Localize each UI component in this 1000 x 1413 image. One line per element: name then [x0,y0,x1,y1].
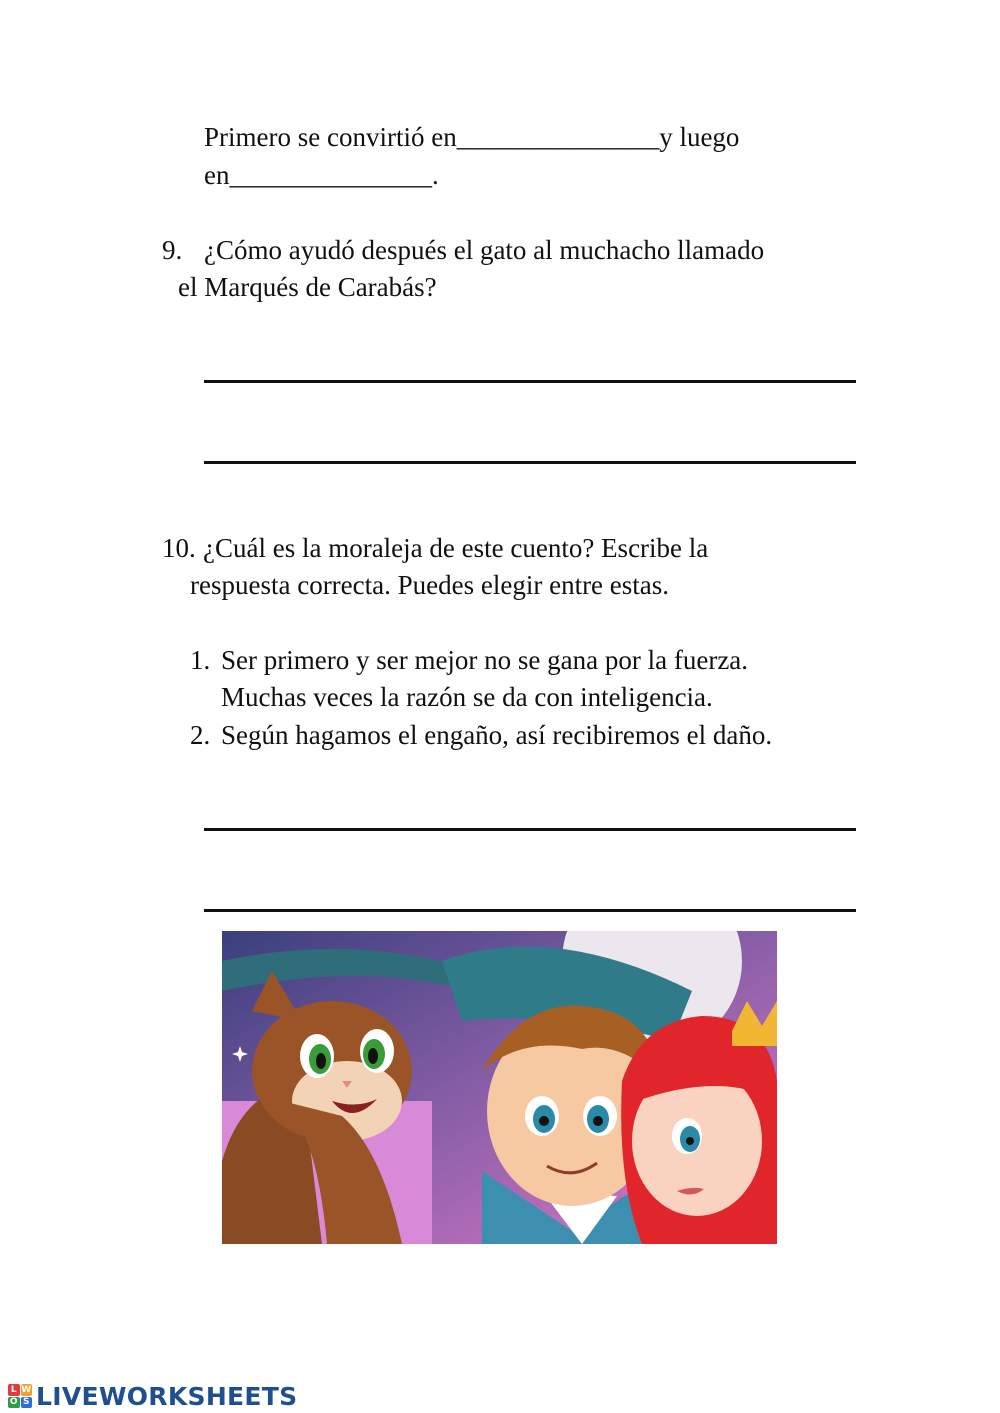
q9-question-line-1: ¿Cómo ayudó después el gato al muchacho llamado [204,235,765,265]
q9-answer-line-2[interactable] [204,461,856,464]
q10-question-line-1: ¿Cuál es la moraleja de este cuento? Escribe la [203,533,709,563]
liveworksheets-logo-icon [8,1384,32,1408]
q10-option-1-line-2: Muchas veces la razón se da con inteligencia. [221,682,713,712]
q9-number: 9. [162,235,183,265]
logo-letter-o: O [9,1397,18,1408]
logo-letter-l: L [8,1384,20,1396]
q10-option-1-number: 1. [190,645,211,675]
q10-option-1-line-1: Ser primero y ser mejor no se gana por la fuerza. [221,645,749,675]
q10-question-line-2: respuesta correcta. Puedes elegir entre estas. [190,570,670,600]
q9-question-line-2: el Marqués de Carabás? [178,272,437,302]
story-illustration-art [222,931,777,1244]
q10-option-2-number: 2. [190,720,211,750]
q10-answer-line-2[interactable] [204,909,856,912]
logo-letter-s: S [21,1397,33,1409]
q8-line-2: en_______________. [204,160,439,190]
liveworksheets-branding [8,1382,297,1410]
logo-letter-w: W [21,1384,32,1395]
liveworksheets-brand-text: LIVEWORKSHEETS [36,1381,298,1411]
story-illustration [222,931,777,1244]
q10-option-2-line-1: Según hagamos el engaño, así recibiremos el daño. [221,720,773,750]
q8-line-1: Primero se convirtió en_______________y luego [204,122,740,152]
q9-answer-line-1[interactable] [204,380,856,383]
q10-answer-line-1[interactable] [204,828,856,831]
q10-number: 10. [162,533,196,563]
